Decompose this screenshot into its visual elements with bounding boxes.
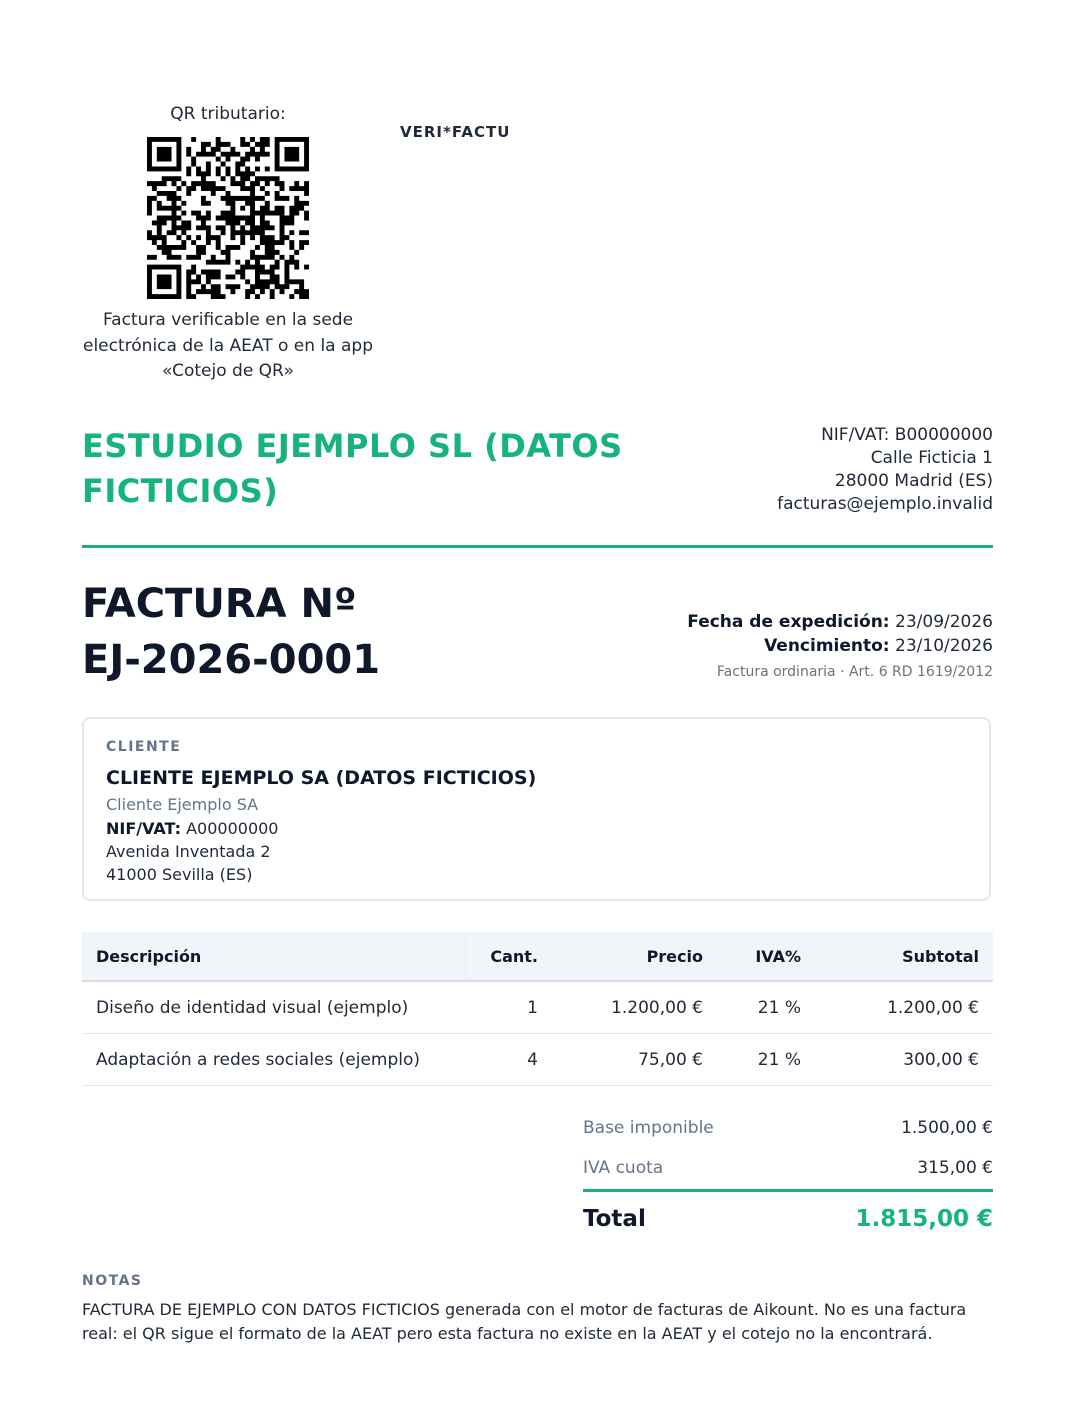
table-row [82,981,993,1034]
due-date-value: 23/10/2026 [895,636,993,656]
total-row [583,1206,993,1232]
issue-date-label: Fecha de expedición: [687,612,890,632]
cell-description: Adaptación a redes sociales (ejemplo) [82,1034,466,1086]
base-value: 1.500,00 € [901,1118,993,1138]
client-nif-value: A00000000 [186,819,279,838]
col-subtotal: Subtotal [815,932,993,981]
issuer-nif: NIF/VAT: B00000000 [821,425,993,445]
issuer-info [777,424,993,516]
base-label: Base imponible [583,1118,714,1138]
client-city: 41000 Sevilla (ES) [106,865,253,884]
qr-code [147,137,309,299]
client-card [82,717,991,901]
client-trade-name: Cliente Ejemplo SA [106,795,259,814]
client-nif-row [106,817,278,840]
issuer-email[interactable]: facturas@ejemplo.invalid [777,494,993,514]
client-nif-label: NIF/VAT: [106,819,181,838]
iva-value: 315,00 € [917,1158,993,1178]
client-name: CLIENTE EJEMPLO SA (DATOS FICTICIOS) [106,767,537,789]
total-value: 1.815,00 € [855,1206,993,1232]
issuer-city: 28000 Madrid (ES) [834,471,993,491]
cell-price: 75,00 € [552,1034,717,1086]
cell-subtotal: 300,00 € [815,1034,993,1086]
col-price: Precio [552,932,717,981]
cell-quantity: 1 [466,981,553,1034]
qr-label: QR tributario: [170,104,286,124]
cell-vat: 21 % [717,981,815,1034]
cell-subtotal: 1.200,00 € [815,981,993,1034]
total-label: Total [583,1206,646,1232]
verifactu-label: VERI*FACTU [400,123,511,141]
invoice-title-label: FACTURA Nº [82,581,357,627]
notes-heading: NOTAS [82,1273,143,1289]
qr-modules [147,137,309,299]
invoice-dates [687,610,993,658]
base-row [583,1112,993,1152]
col-quantity: Cant. [466,932,553,981]
totals-block [583,1112,993,1232]
client-heading: CLIENTE [106,739,182,755]
due-date-row [687,634,993,658]
issuer-street: Calle Ficticia 1 [870,448,993,468]
iva-label: IVA cuota [583,1158,664,1178]
issue-date-row [687,610,993,634]
table-row [82,1034,993,1086]
cell-price: 1.200,00 € [552,981,717,1034]
client-street: Avenida Inventada 2 [106,842,271,861]
qr-block [82,103,374,385]
iva-row [583,1152,993,1192]
invoice-legal-note: Factura ordinaria · Art. 6 RD 1619/2012 [716,664,993,680]
cell-vat: 21 % [717,1034,815,1086]
issue-date-value: 23/09/2026 [895,612,993,632]
client-details [106,817,278,886]
qr-caption: Factura verificable en la sede electrónica de la AEAT o en la app «Cotejo de QR» [83,310,373,381]
cell-description: Diseño de identidad visual (ejemplo) [82,981,466,1034]
header-divider [82,545,993,548]
col-vat: IVA% [717,932,815,981]
table-header-row [82,932,993,981]
invoice-number: EJ-2026-0001 [82,637,381,683]
notes-text: FACTURA DE EJEMPLO CON DATOS FICTICIOS generada con el motor de facturas de Aikount. No es una factura real: el QR sigue el formato de la AEAT pero esta factura no existe en la AEAT y el cotejo no la encontrará. [82,1300,967,1343]
col-description: Descripción [82,932,466,981]
invoice-title [82,576,380,688]
items-table [82,932,993,1086]
cell-quantity: 4 [466,1034,553,1086]
due-date-label: Vencimiento: [764,636,890,656]
qr-code-image [147,137,309,299]
issuer-name: ESTUDIO EJEMPLO SL (DATOS FICTICIOS) [82,427,623,510]
